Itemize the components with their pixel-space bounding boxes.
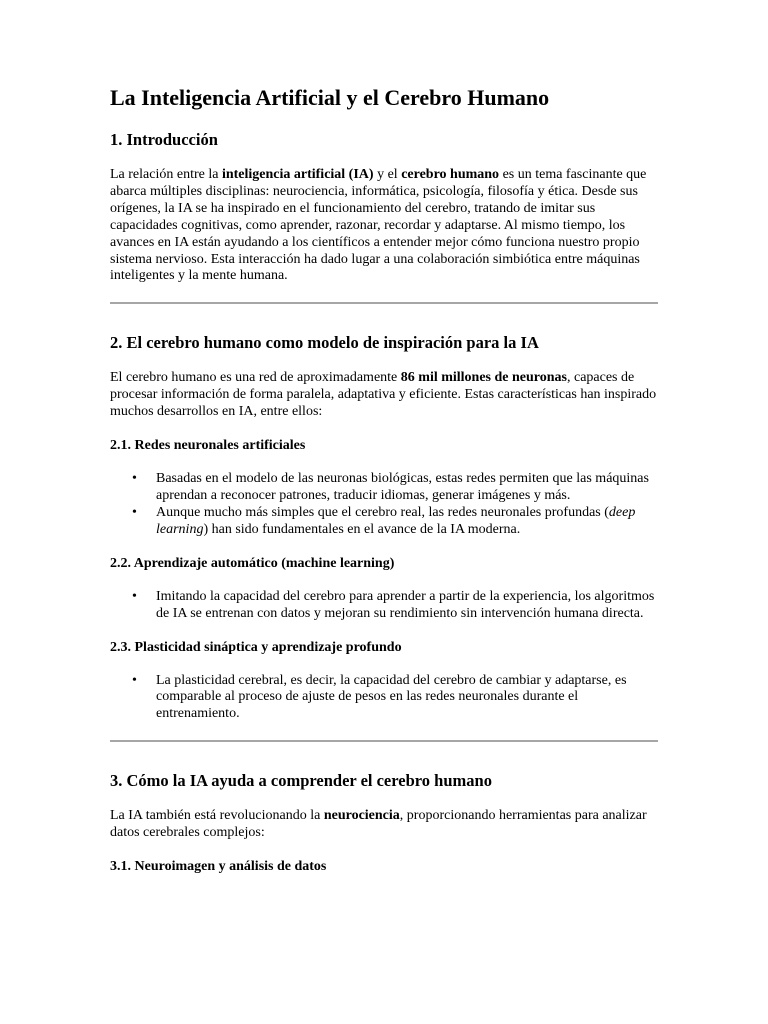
bullet-list-redes bbox=[110, 471, 658, 539]
modelo-text-1: El cerebro humano es una red de aproximadamente bbox=[110, 370, 401, 386]
list-item-text: Aunque mucho más simples que el cerebro real, las redes neuronales profundas ( bbox=[156, 504, 609, 520]
modelo-text-2: , capaces de procesar información de forma paralela, adaptativa y eficiente. Estas características han inspirado muchos desarrollos en IA, entre ellos: bbox=[110, 370, 657, 420]
document-title: La Inteligencia Artificial y el Cerebro Humano bbox=[110, 85, 550, 110]
section-heading-modelo: 2. El cerebro humano como modelo de inspiración para la IA bbox=[110, 333, 539, 353]
comprender-text-1: La IA también está revolucionando la bbox=[110, 808, 324, 824]
subsection-heading-neuroimagen: 3.1. Neuroimagen y análisis de datos bbox=[110, 859, 327, 875]
bullet-list-aprendizaje bbox=[110, 589, 658, 623]
list-item: • La plasticidad cerebral, es decir, la capacidad del cerebro de cambiar y adaptarse, es comparable al proceso de ajuste de pesos en las redes neuronales durante el entrenamiento. bbox=[156, 673, 658, 724]
intro-text-3: es un tema fascinante que abarca múltiples disciplinas: neurociencia, informática, psicología, filosofía y ética. Desde sus orígenes, la IA se ha inspirado en el funcionamiento del cerebro, tratando de imitar sus capacidades cognitivas, como aprender, razonar, recordar y adaptarse. Al mismo tiempo, los avances en IA están ayudando a los científicos a entender mejor cómo funciona nuestro propio sistema nervioso. Esta interacción ha dado lugar a una colaboración simbiótica entre máquinas inteligentes y la mente humana. bbox=[110, 167, 647, 284]
subsection-heading-redes: 2.1. Redes neuronales artificiales bbox=[110, 438, 306, 454]
list-item: • Basadas en el modelo de las neuronas biológicas, estas redes permiten que las máquinas aprendan a reconocer patrones, traducir idiomas, generar imágenes y más. bbox=[156, 471, 658, 505]
comprender-bold-neurociencia: neurociencia bbox=[323, 808, 400, 824]
bullet-list-plasticidad bbox=[110, 673, 658, 724]
comprender-text-2: , proporcionando herramientas para analizar datos cerebrales complejos: bbox=[110, 808, 647, 841]
intro-text-1: La relación entre la bbox=[110, 167, 222, 182]
comprender-paragraph bbox=[110, 808, 658, 842]
list-item-italic: deep learning bbox=[156, 504, 636, 537]
list-item bbox=[156, 505, 658, 539]
list-item-text: ) han sido fundamentales en el avance de la IA moderna. bbox=[203, 521, 521, 537]
intro-bold-ia: inteligencia artificial (IA) bbox=[221, 167, 374, 182]
intro-paragraph bbox=[110, 167, 658, 285]
section-heading-comprender: 3. Cómo la IA ayuda a comprender el cerebro humano bbox=[110, 771, 492, 791]
modelo-paragraph bbox=[110, 370, 658, 421]
intro-bold-cerebro: cerebro humano bbox=[401, 167, 500, 182]
subsection-heading-aprendizaje: 2.2. Aprendizaje automático (machine learning) bbox=[110, 555, 395, 571]
modelo-bold-neuronas: 86 mil millones de neuronas bbox=[400, 370, 567, 386]
subsection-heading-plasticidad: 2.3. Plasticidad sináptica y aprendizaje profundo bbox=[110, 639, 402, 655]
document-page bbox=[110, 84, 658, 892]
section-heading-introduccion: 1. Introducción bbox=[110, 130, 218, 149]
section-divider bbox=[110, 740, 658, 742]
section-divider bbox=[110, 302, 658, 304]
intro-text-2: y el bbox=[373, 167, 402, 182]
list-item: • Imitando la capacidad del cerebro para aprender a partir de la experiencia, los algoritmos de IA se entrenan con datos y mejoran su rendimiento sin intervención humana directa. bbox=[156, 589, 658, 623]
